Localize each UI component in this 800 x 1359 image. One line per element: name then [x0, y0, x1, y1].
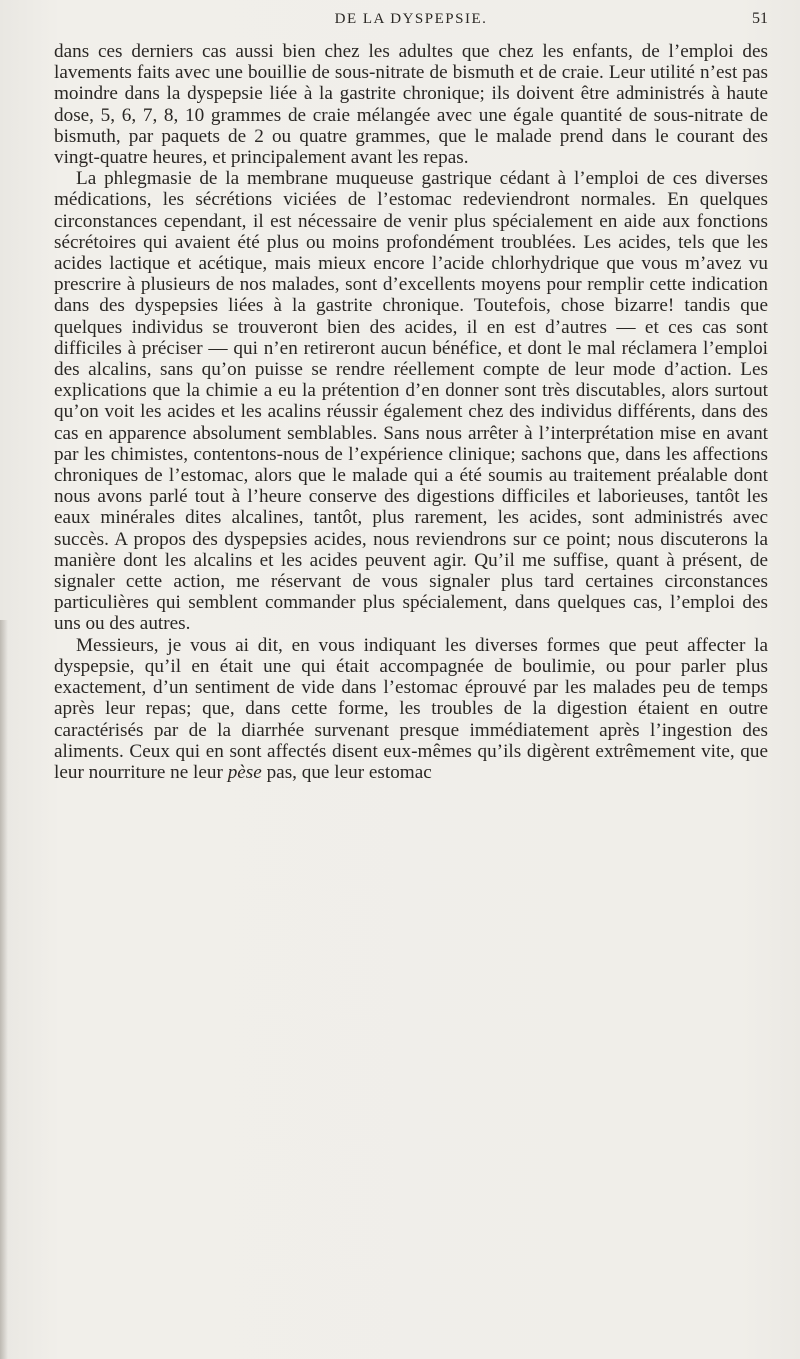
running-head: DE LA DYSPEPSIE. [334, 11, 488, 27]
page-gutter-shadow [0, 620, 8, 1359]
page-header [54, 8, 768, 32]
paragraph-acids-alkalis: La phlegmasie de la membrane muqueuse gastrique cédant à l’emploi de ces diverses médications, les sécrétions viciées de l’estomac redeviendront normales. En quelques circonstances cependant, il est nécessaire de venir plus spécialement en aide aux fonctions sécrétoires qui avaient été plus ou moins profondément troublées. Les acides, tels que les acides lactique et acétique, mais mieux encore l’acide chlorhydrique que vous m’avez vu prescrire à plusieurs de nos malades, sont d’excellents moyens pour remplir cette indication dans des dyspepsies liées à la gastrite chronique. Toutefois, chose bizarre! tandis que quelques individus se trouveront bien des acides, il en est d’autres — et ces cas sont difficiles à préciser — qui n’en retireront aucun bénéfice, et dont le mal réclamera l’emploi des alcalins, sans qu’on puisse se rendre réellement compte de leur mode d’action. Les explications que la chimie a eu la prétention d’en donner sont très discutables, alors surtout qu’on voit les acides et les acalins réussir également chez des individus différents, dans des cas en apparence absolument semblables. Sans nous arrêter à l’interprétation mise en avant par les chimistes, contentons-nous de l’expérience clinique; sachons que, dans les affections chroniques de l’estomac, alors que le malade qui a été soumis au traitement préalable dont nous avons parlé tout à l’heure conserve des digestions difficiles et laborieuses, tantôt les eaux minérales dites alcalines, tantôt, plus rarement, les acides, sont administrés avec succès. A propos des dyspepsies acides, nous reviendrons sur ce point; nous discuterons la manière dont les alcalins et les acides peuvent agir. Qu’il me suffise, quant à présent, de signaler cette action, me réservant de vous signaler plus tard certaines circonstances particulières qui semblent commander plus spécialement, dans quelques cas, l’emploi des uns ou des autres. [54, 168, 768, 635]
paragraph-boulimie-end: pas, que leur estomac [261, 761, 432, 783]
italic-word: pèse [227, 761, 262, 783]
page-number: 51 [752, 10, 768, 27]
paragraph-boulimie-text: Messieurs, je vous ai dit, en vous indiquant les diverses formes que peut affecter la dyspepsie, qu’il en était une qui était accompagnée de boulimie, ou pour parler plus exactement, d’un sentiment de vide dans l’estomac éprouvé par les malades peu de temps après leur repas; que, dans cette forme, les troubles de la digestion étaient en outre caractérisés par de la diarrhée survenant presque immédiatement après l’ingestion des aliments. Ceux qui en sont affectés disent eux-mêmes qu’ils digèrent extrêmement vite, que leur nourriture ne leur [54, 634, 768, 783]
paragraph-continuation: dans ces derniers cas aussi bien chez les adultes que chez les enfants, de l’emploi des lavements faits avec une bouillie de sous-nitrate de bismuth et de craie. Leur utilité n’est pas moindre dans la dyspepsie liée à la gastrite chronique; ils doivent être administrés à haute dose, 5, 6, 7, 8, 10 grammes de craie mélangée avec une égale quantité de sous-nitrate de bismuth, par paquets de 2 ou quatre grammes, que le malade prend dans le courant des vingt-quatre heures, et principalement avant les repas. [54, 41, 768, 169]
body-text [54, 41, 768, 783]
paragraph-boulimie [54, 635, 768, 783]
